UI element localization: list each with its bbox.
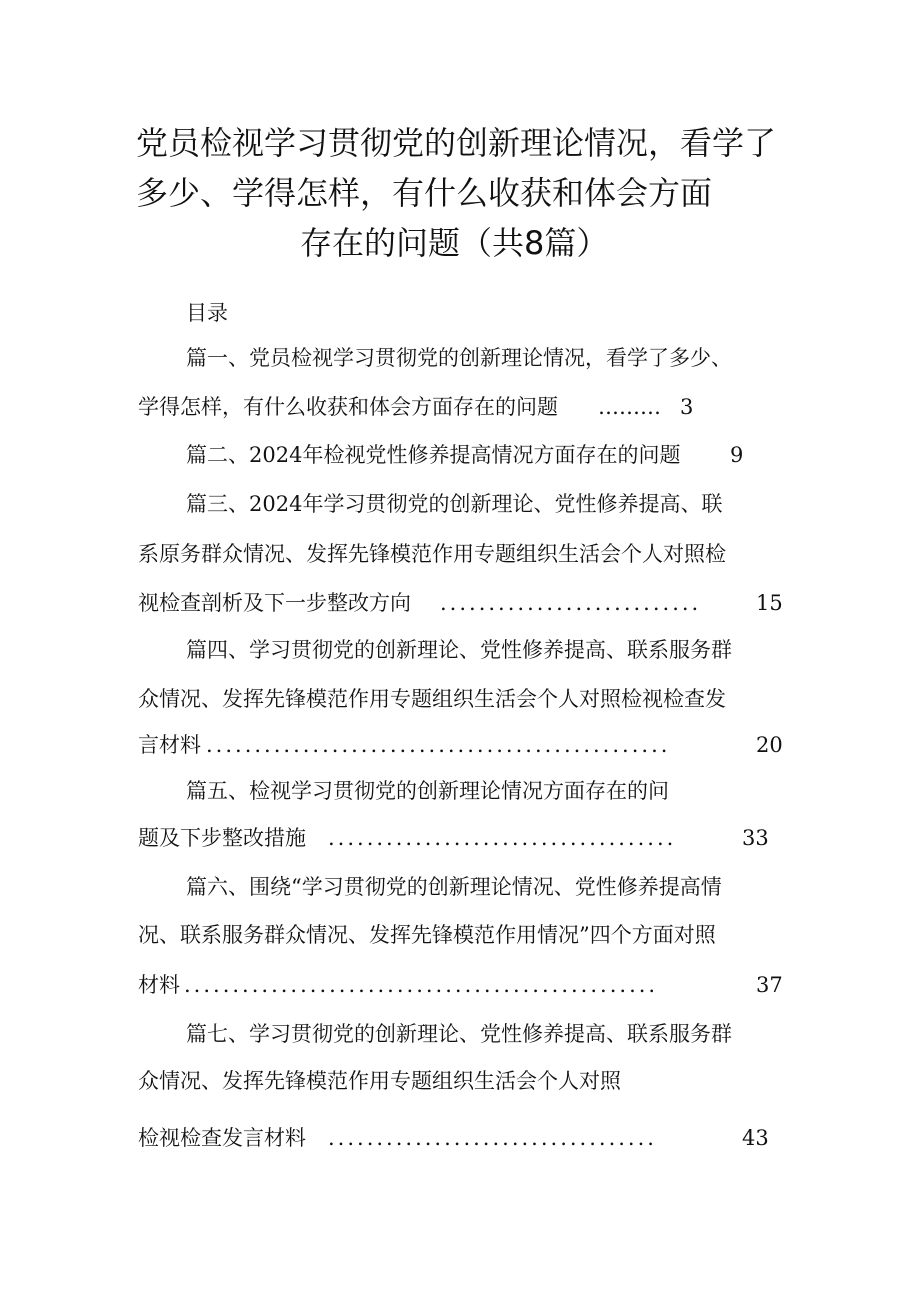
toc-entry-7-line-2: 众情况、发挥先锋模范作用专题组织生活会个人对照 — [138, 1069, 621, 1093]
toc-entry-5-line-1: 篇五、检视学习贯彻党的创新理论情况方面存在的问 — [186, 779, 669, 803]
title-line-1: 党员检视学习贯彻党的创新理论情况，看学了 — [136, 124, 777, 162]
toc-entry-6-line-2: 况、联系服务群众情况、发挥先锋模范作用情况”四个方面对照 — [138, 923, 716, 947]
toc-entry-7-page[interactable]: 43 — [742, 1126, 769, 1150]
toc-entry-7-leader: .................................. — [328, 1126, 657, 1150]
toc-entry-6-line-1: 篇六、围绕“学习贯彻党的创新理论情况、党性修养提高情 — [186, 875, 722, 899]
toc-entry-6-page[interactable]: 37 — [756, 973, 783, 997]
toc-entry-7-line-1: 篇七、学习贯彻党的创新理论、党性修养提高、联系服务群 — [186, 1022, 732, 1046]
title-line-3: 存在的问题（共8篇） — [300, 224, 609, 262]
toc-entry-6-leader: ................................................. — [184, 973, 659, 997]
toc-entry-4-leader: ................................................ — [206, 733, 671, 757]
toc-entry-3-page[interactable]: 15 — [756, 591, 783, 615]
toc-entry-7-line-3: 检视检查发言材料 — [138, 1126, 306, 1150]
title-line-2: 多少、学得怎样，有什么收获和体会方面 — [136, 174, 713, 212]
toc-entry-2-page[interactable]: 9 — [730, 443, 744, 467]
document-title — [100, 118, 820, 268]
toc-entry-1-line-2: 学得怎样，有什么收获和体会方面存在的问题 — [138, 395, 558, 419]
toc-entry-5-line-2: 题及下步整改措施 — [138, 826, 306, 850]
toc-entry-3-line-2: 系原务群众情况、发挥先锋模范作用专题组织生活会个人对照检 — [138, 542, 726, 566]
toc-entry-4-page[interactable]: 20 — [756, 733, 783, 757]
toc-entry-6-line-3: 材料 — [138, 973, 180, 997]
toc-entry-4-line-2: 众情况、发挥先锋模范作用专题组织生活会个人对照检视检查发 — [138, 687, 726, 711]
toc-heading: 目录 — [186, 301, 228, 325]
toc-entry-1-line-1: 篇一、党员检视学习贯彻党的创新理论情况，看学了多少、 — [186, 346, 732, 370]
toc-entry-1-leader: ……… — [598, 395, 661, 419]
toc-entry-4-line-1: 篇四、学习贯彻党的创新理论、党性修养提高、联系服务群 — [186, 638, 732, 662]
toc-entry-4-line-3: 言材料 — [138, 733, 201, 757]
toc-entry-3-line-3: 视检查剖析及下一步整改方向 — [138, 591, 411, 615]
toc-entry-5-leader: .................................... — [328, 826, 677, 850]
toc-entry-3-leader: ........................... — [440, 591, 702, 615]
toc-entry-3-line-1: 篇三、2024年学习贯彻党的创新理论、党性修养提高、联 — [186, 492, 723, 516]
toc-entry-2-line-1: 篇二、2024年检视党性修养提高情况方面存在的问题 — [186, 443, 681, 467]
toc-entry-1-page[interactable]: 3 — [680, 395, 694, 419]
toc-entry-5-page[interactable]: 33 — [742, 826, 769, 850]
